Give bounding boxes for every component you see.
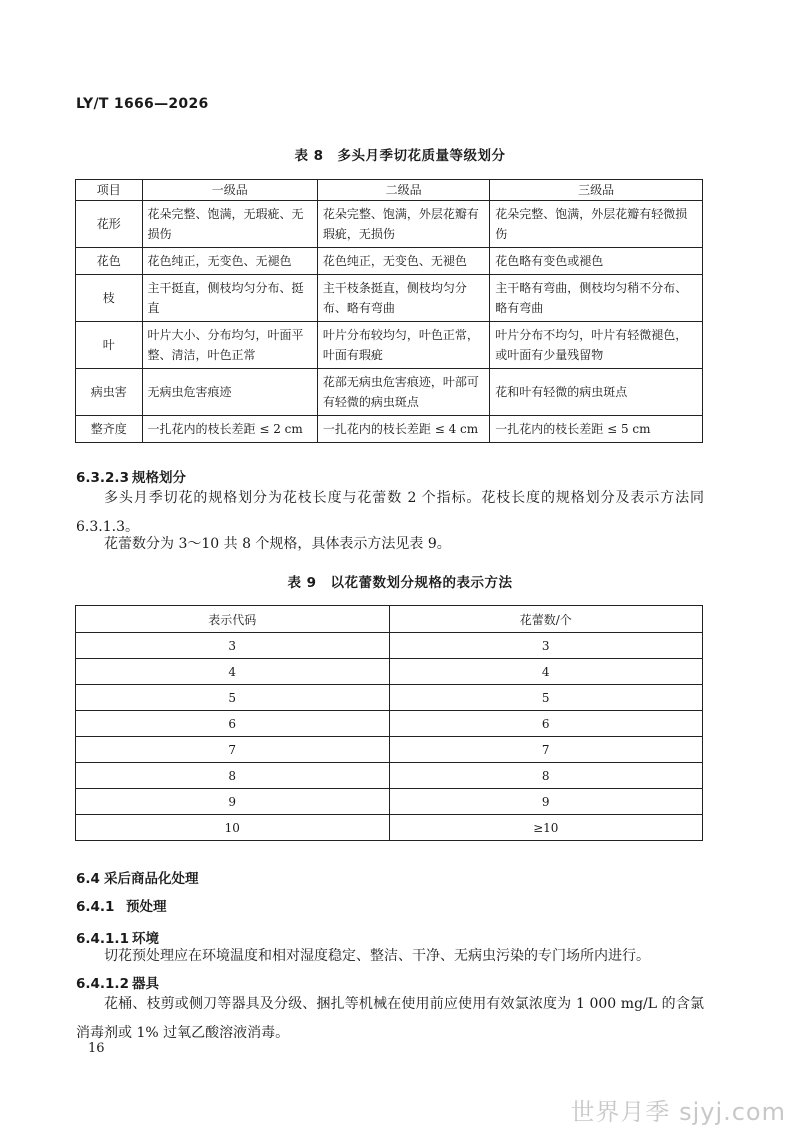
table-cell: 8 [389,763,703,789]
table-row [76,815,703,841]
paragraph: 多头月季切花的规格划分为花枝长度与花蕾数 2 个指标。花枝长度的规格划分及表示方法同 6.3.1.3。 [76,490,704,535]
table-cell: 叶片大小、分布均匀，叶面平整、清洁，叶色正常 [142,322,317,369]
table-cell: 9 [389,789,703,815]
table-cell: 5 [389,685,703,711]
table-cell: 10 [76,815,390,841]
section-title: 环境 [132,931,159,947]
table-cell: 主干枝条挺直，侧枝均匀分布、略有弯曲 [317,275,489,322]
standard-code: LY/T 1666—2026 [76,96,209,112]
table-header-cell: 项目 [76,180,143,201]
table-row [76,659,703,685]
table-cell: 7 [76,737,390,763]
table-cell: 一扎花内的枝长差距 ≤ 5 cm [490,416,703,443]
table-cell: 5 [76,685,390,711]
table-cell: 花色纯正，无变色、无褪色 [317,248,489,275]
table9-title: 以花蕾数划分规格的表示方法 [330,575,513,591]
table-row [76,685,703,711]
table-row [76,201,703,248]
table-row [76,737,703,763]
table-cell: 叶片分布不均匀，叶片有轻微褪色，或叶面有少量残留物 [490,322,703,369]
table-cell: 整齐度 [76,416,143,443]
table-row [76,369,703,416]
page-number: 16 [88,1041,105,1056]
table-cell: 花部无病虫危害痕迹，叶部可有轻微的病虫斑点 [317,369,489,416]
table-row [76,275,703,322]
table-header-cell: 花蕾数/个 [389,606,703,633]
table-cell: 花色略有变色或褪色 [490,248,703,275]
section-number: 6.3.2.3 [76,470,129,486]
section-number: 6.4.1.2 [76,976,129,992]
table-row [76,416,703,443]
section-heading-6323 [76,466,186,486]
section-title: 规格划分 [132,470,186,486]
table9-caption [0,571,800,591]
table-cell: 3 [76,633,390,659]
section-title: 预处理 [126,899,167,915]
table-cell: 花色纯正，无变色、无褪色 [142,248,317,275]
table-cell: 8 [76,763,390,789]
table-cell: 花形 [76,201,143,248]
table-cell: 花和叶有轻微的病虫斑点 [490,369,703,416]
table8-caption [0,144,800,164]
quality-grade-table [75,179,703,443]
table8-title: 多头月季切花质量等级划分 [337,148,506,164]
table-row [76,322,703,369]
section-number: 6.4 [76,871,100,887]
table-cell: 无病虫危害痕迹 [142,369,317,416]
bud-count-table [75,605,703,841]
table-cell: 花朵完整、饱满，无瑕疵、无损伤 [142,201,317,248]
table-header-cell: 一级品 [142,180,317,201]
paragraph: 花蕾数分为 3～10 共 8 个规格，具体表示方法见表 9。 [104,536,451,552]
table-cell: 叶 [76,322,143,369]
section-number: 6.4.1.1 [76,931,129,947]
table-row [76,711,703,737]
paragraph: 花桶、枝剪或侧刀等器具及分级、捆扎等机械在使用前应使用有效氯浓度为 1 000 mg/L 的含氯消毒剂或 1% 过氧乙酸溶液消毒。 [76,996,704,1041]
table-cell: 7 [389,737,703,763]
table-cell: 6 [389,711,703,737]
section-heading-6412 [76,972,159,992]
table-header-cell: 表示代码 [76,606,390,633]
table-cell: ≥10 [389,815,703,841]
table-cell: 花朵完整、饱满，外层花瓣有瑕疵，无损伤 [317,201,489,248]
table-row [76,789,703,815]
table-cell: 主干挺直，侧枝均匀分布、挺直 [142,275,317,322]
table-cell: 6 [76,711,390,737]
table-cell: 花朵完整、饱满，外层花瓣有轻微损伤 [490,201,703,248]
section-heading-64 [76,867,199,887]
table-cell: 一扎花内的枝长差距 ≤ 2 cm [142,416,317,443]
table-cell: 一扎花内的枝长差距 ≤ 4 cm [317,416,489,443]
table-cell: 枝 [76,275,143,322]
table-row [76,763,703,789]
table-cell: 4 [389,659,703,685]
section-number: 6.4.1 [76,899,115,915]
watermark: 世界月季 sjyj.com [570,1098,786,1126]
table-header-row [76,180,703,201]
section-title: 器具 [132,976,159,992]
table-cell: 花色 [76,248,143,275]
table-cell: 3 [389,633,703,659]
table-header-cell: 三级品 [490,180,703,201]
table-cell: 4 [76,659,390,685]
paragraph: 切花预处理应在环境温度和相对湿度稳定、整洁、干净、无病虫污染的专门场所内进行。 [104,948,650,964]
section-heading-641 [76,895,167,915]
table8-number: 表 8 [294,148,324,164]
table9-number: 表 9 [287,575,317,591]
table-cell: 9 [76,789,390,815]
table-cell: 病虫害 [76,369,143,416]
table-cell: 叶片分布较均匀，叶色正常，叶面有瑕疵 [317,322,489,369]
table-header-cell: 二级品 [317,180,489,201]
table-cell: 主干略有弯曲，侧枝均匀稍不分布、略有弯曲 [490,275,703,322]
table-header-row [76,606,703,633]
table-row [76,248,703,275]
table-row [76,633,703,659]
section-title: 采后商品化处理 [104,871,199,887]
